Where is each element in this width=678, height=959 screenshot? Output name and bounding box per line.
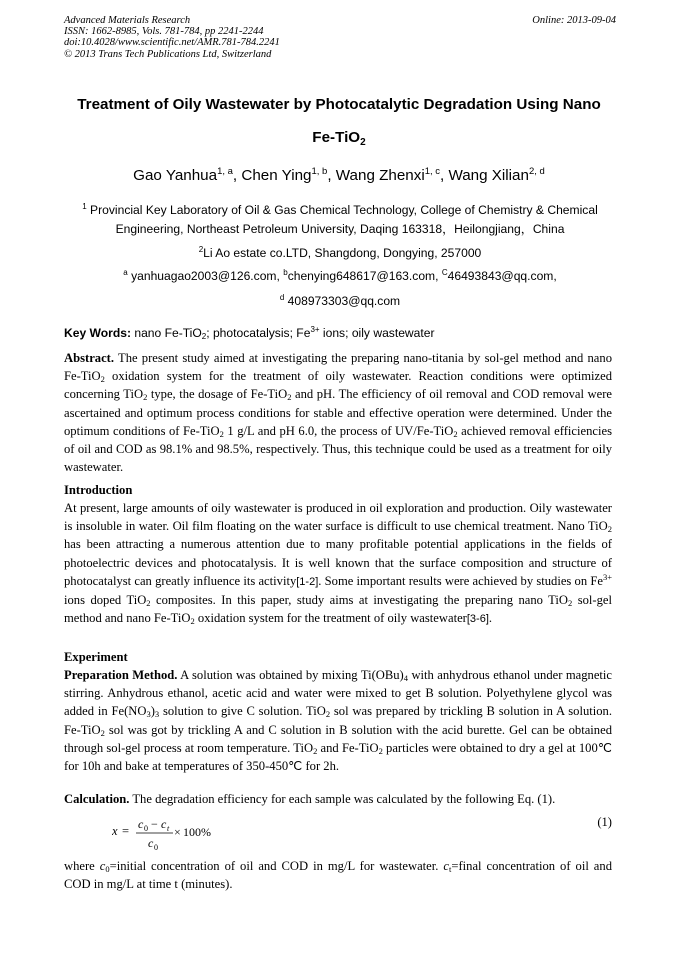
email-link: yanhuagao2003@126.com, bbox=[127, 269, 284, 283]
eq-times: × bbox=[174, 825, 181, 839]
equation-number: (1) bbox=[597, 815, 612, 829]
eq-den-c0: c bbox=[148, 836, 154, 850]
author-mark: 1, a bbox=[217, 166, 233, 177]
eq-x: x bbox=[112, 824, 118, 838]
author-mark: 1, c bbox=[424, 166, 441, 177]
abstract-paragraph: Abstract. The present study aimed at investigating the preparing nano-titania by sol-gel method and nano Fe-TiO$_2$ oxidation system for the treatment of oily wastewater. Reaction conditions were optimized concerning TiO$_2$ type, the dosage of Fe-TiO$_2$ and pH. The efficiency of oil removal and COD removal were ascertained and optimum process conditions for stable and effective operation were determined. Under the optimum conditions of Fe-TiO$_2$ 1 g/L and pH 6.0, the process of UV/Fe-TiO$_2$ achieved removal efficiencies of oil and COD as 98.1% and 98.5%, respectively. Thus, this technique could be used as a treatment for oily wastewater. bbox=[64, 351, 612, 475]
author-list: Gao Yanhua$^{1, a}$, Chen Ying$^{1, b}$, Wang Zhenxi$^{1, c}$, Wang Xilian$^{2, d}$ bbox=[133, 166, 545, 184]
paper-title bbox=[40, 88, 638, 154]
variable-definition: where $c_0=initial$ concentration of oil and COD in mg/L for wastewater. $c_t=final$ concentration of oil and COD in mg/L at time t (minutes). bbox=[64, 859, 612, 892]
eq-num-subt: t bbox=[167, 824, 170, 833]
introduction-paragraph: At present, large amounts of oily wastewater is produced in oil exploration and production. Oily wastewater is insoluble in water. Oil film floating on the water surface is difficult to use chemical treatment. Nano TiO$_2$ has been attracting a numerous attention due to many profitable potential applications in the fields of photoelectric devices and photocatalysis. It is well known that the surface composition and structure of photocatalyst can greatly influence its activity[1-2]. Some important results were achieved by studies on $Fe^{3+}$ ions doped TiO$_2$ composites. In this paper, study aims at investigating the preparing nano TiO$_2$ sol-gel method and nano Fe-TiO$_2$ oxidation system for the treatment of oily wastewater[3-6]. bbox=[64, 501, 613, 627]
abstract-label: Abstract. bbox=[64, 351, 115, 365]
eq-num-sub0: 0 bbox=[144, 824, 148, 833]
title-line-2: Fe-TiO$_2$ bbox=[312, 129, 366, 148]
author: Wang Zhenxi bbox=[335, 167, 425, 184]
online-date: Online: 2013-09-04 bbox=[532, 15, 616, 26]
equation-1 bbox=[112, 815, 612, 855]
equation-formula bbox=[112, 815, 252, 855]
calculation-label: Calculation. bbox=[64, 792, 130, 806]
keywords-label: Key Words: bbox=[64, 326, 131, 340]
author-mark: 1, b bbox=[311, 166, 328, 177]
affiliation-2: $^2$Li Ao estate co.LTD, Shangdong, Dongying, 257000 bbox=[198, 245, 482, 260]
preparation-paragraph: Preparation Method. A solution was obtained by mixing $Ti(OBu)_4$ with anhydrous ethanol under magnetic stirring. Anhydrous ethanol, acetic acid and water were mixed to get B solution. Polyethylene glycol was added in $Fe(NO_3)_3$ solution to give C solution. TiO$_2$ sol was prepared by trickling B solution in A solution. Fe-TiO$_2$ sol was got by trickling A and C solution in B solution with the acid burette. Gel can be obtained through sol-gel process at room temperature. TiO$_2$ and Fe-TiO$_2$ particles were obtained to dry a gel at 100℃ for 10h and bake at temperatures of 350-450℃ for 2h. bbox=[64, 668, 613, 774]
affiliation-1: $^1$ Provincial Key Laboratory of Oil & Gas Chemical Technology, College of Chemistry & Chemical Engineering, Northeast Petroleum University, Daqing 163318，Heilongjiang，China bbox=[82, 202, 598, 236]
eq-num-ct: c bbox=[161, 817, 167, 831]
title-line-1: Treatment of Oily Wastewater by Photocatalytic Degradation Using Nano bbox=[77, 96, 601, 113]
calculation-paragraph: Calculation. The degradation efficiency for each sample was calculated by the following Eq. (1). bbox=[64, 792, 556, 806]
eq-minus: − bbox=[151, 817, 158, 831]
email-line-1: $^a$ yanhuagao2003@126.com, $^b$chenying648617@163.com, $^C$46493843@qq.com, bbox=[123, 268, 557, 283]
email-link: chenying648617@163.com, bbox=[287, 269, 442, 283]
experiment-heading: Experiment bbox=[64, 650, 128, 664]
eq-percent: 100% bbox=[183, 825, 211, 839]
author: Gao Yanhua bbox=[133, 167, 218, 184]
author-mark: 2, d bbox=[528, 166, 545, 177]
citation: [1-2] bbox=[296, 575, 319, 588]
journal-header bbox=[64, 15, 616, 60]
citation: [3-6] bbox=[466, 613, 489, 626]
preparation-label: Preparation Method. bbox=[64, 668, 178, 682]
email-link: 408973303@qq.com bbox=[284, 294, 401, 308]
eq-num-c0: c bbox=[138, 817, 144, 831]
eq-den-sub0: 0 bbox=[154, 843, 158, 852]
doi-line: doi:10.4028/www.scientific.net/AMR.781-784.2241 bbox=[64, 37, 280, 49]
journal-name: Advanced Materials Research bbox=[64, 15, 191, 26]
copyright-line: © 2013 Trans Tech Publications Ltd, Switzerland bbox=[64, 48, 272, 60]
keywords: Key Words: nano Fe-TiO$_2$; photocatalysis; $Fe^{3+}$ ions; oily wastewater bbox=[64, 325, 435, 341]
author: Chen Ying bbox=[241, 167, 312, 184]
issn-line: ISSN: 1662-8985, Vols. 781-784, pp 2241-2244 bbox=[64, 26, 264, 38]
introduction-heading: Introduction bbox=[64, 483, 133, 497]
email-line-2: $^d$ 408973303@qq.com bbox=[279, 293, 401, 308]
author: Wang Xilian bbox=[448, 167, 529, 184]
email-link: 46493843@qq.com, bbox=[447, 269, 557, 283]
eq-equals: = bbox=[122, 824, 130, 838]
